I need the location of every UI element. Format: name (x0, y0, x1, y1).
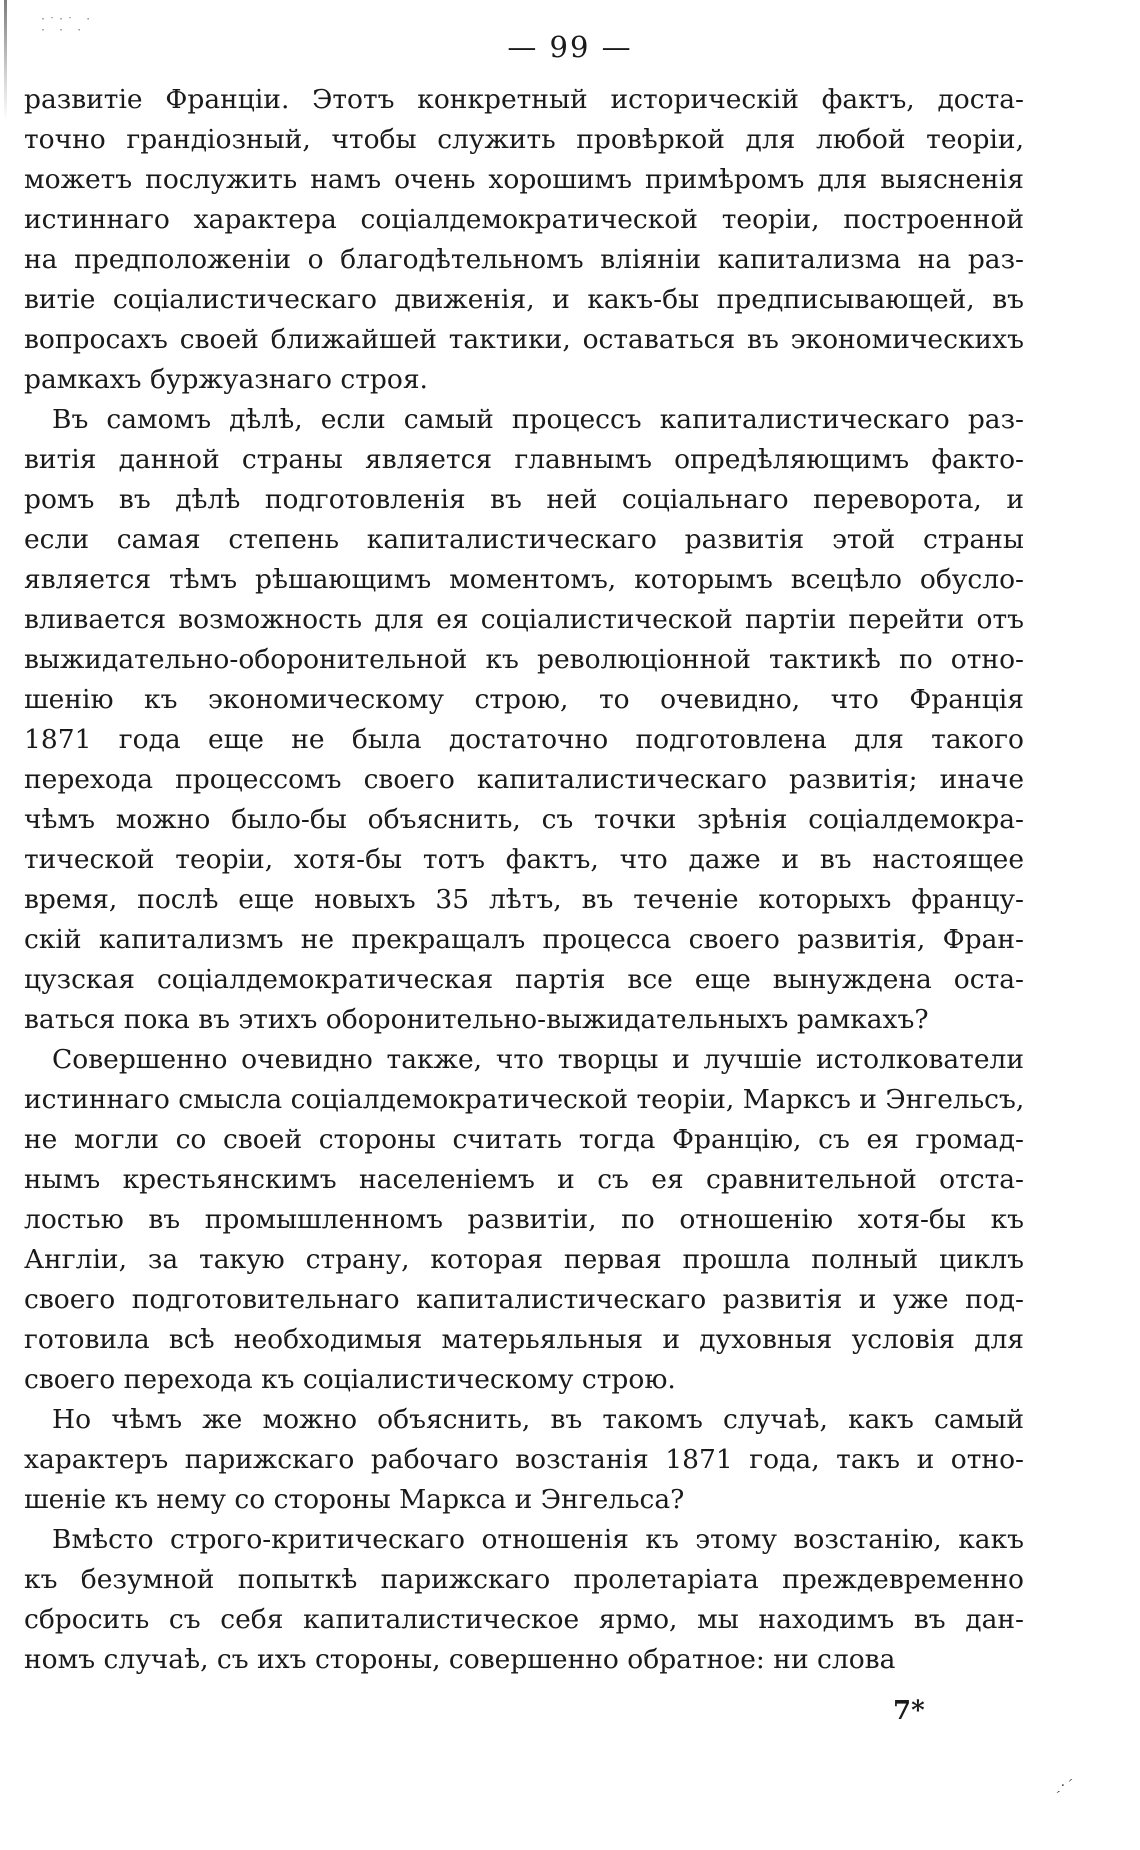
text-line: своего подготовительнаго капиталистическаго развитія и уже под- (24, 1284, 1024, 1315)
text-line: цузская соціалдемократическая партія все еще вынуждена оста- (24, 964, 1024, 995)
text-line: характеръ парижскаго рабочаго возстанія 1871 года, такъ и отно- (24, 1444, 1024, 1475)
text-line: шенію къ экономическому строю, то очевидно, что Франція (24, 684, 1024, 715)
scan-speck: ·ˑ·ˑ · · · · (40, 14, 95, 36)
text-line: витіе соціалистическаго движенія, и какъ-бы предписывающей, въ (24, 284, 1024, 315)
text-line: лостью въ промышленномъ развитіи, по отношенію хотя-бы къ (24, 1204, 1024, 1235)
paragraph (24, 400, 1024, 1040)
text-line: вопросахъ своей ближайшей тактики, оставаться въ экономическихъ (24, 324, 1024, 355)
text-line: развитіе Франціи. Этотъ конкретный историческій фактъ, доста- (24, 84, 1024, 115)
text-line: точно грандіозный, чтобы служить провѣркой для любой теоріи, (24, 124, 1024, 155)
text-line: Вмѣсто строго-критическаго отношенія къ этому возстанію, какъ (52, 1524, 1024, 1555)
text-line: Въ самомъ дѣлѣ, если самый процессъ капиталистическаго раз- (52, 404, 1024, 435)
paragraph (24, 1400, 1024, 1520)
text-line: вливается возможность для ея соціалистической партіи перейти отъ (24, 604, 1024, 635)
signature-mark: 7* (893, 1696, 925, 1726)
text-line: если самая степень капиталистическаго развитія этой страны (24, 524, 1024, 555)
paragraph (24, 80, 1024, 400)
text-line: готовила всѣ необходимыя матерьяльныя и духовныя условія для (24, 1324, 1024, 1355)
page-number: — 99 — (507, 30, 633, 64)
text-line: чѣмъ можно было-бы объяснить, съ точки зрѣнія соціалдемокра- (24, 804, 1024, 835)
text-line: Совершенно очевидно также, что творцы и лучшіе истолкователи (52, 1044, 1024, 1075)
text-line: рамкахъ буржуазнаго строя. (24, 364, 428, 395)
text-line: витія данной страны является главнымъ опредѣляющимъ факто- (24, 444, 1024, 475)
paragraph (24, 1040, 1024, 1400)
text-line: время, послѣ еще новыхъ 35 лѣтъ, въ теченіе которыхъ францу- (24, 884, 1024, 915)
text-line: на предположеніи о благодѣтельномъ вліяніи капитализма на раз- (24, 244, 1024, 275)
text-line: можетъ послужить намъ очень хорошимъ примѣромъ для выясненія (24, 164, 1024, 195)
text-line: перехода процессомъ своего капиталистическаго развитія; иначе (24, 764, 1024, 795)
text-line: 1871 года еще не была достаточно подготовлена для такого (24, 724, 1024, 755)
text-line: является тѣмъ рѣшающимъ моментомъ, которымъ всецѣло обусло- (24, 564, 1024, 595)
text-line: выжидательно-оборонительной къ революціонной тактикѣ по отно- (24, 644, 1024, 675)
text-line: истиннаго смысла соціалдемократической теоріи, Марксъ и Энгельсъ, (24, 1084, 1025, 1115)
text-line: истиннаго характера соціалдемократической теоріи, построенной (24, 204, 1024, 235)
text-line: къ безумной попыткѣ парижскаго пролетаріата преждевременно (24, 1564, 1024, 1595)
text-line: Англіи, за такую страну, которая первая прошла полный циклъ (24, 1244, 1024, 1275)
text-line: тической теоріи, хотя-бы тотъ фактъ, что даже и въ настоящее (24, 844, 1024, 875)
text-line: ваться пока въ этихъ оборонительно-выжидательныхъ рамкахъ? (24, 1004, 929, 1035)
text-line: ромъ въ дѣлѣ подготовленія въ ней соціальнаго переворота, и (24, 484, 1024, 515)
paragraph (24, 1520, 1024, 1680)
body-text (24, 80, 1024, 1680)
text-line: не могли со своей стороны считать тогда Францію, съ ея громад- (24, 1124, 1024, 1155)
text-line: Но чѣмъ же можно объяснить, въ такомъ случаѣ, какъ самый (52, 1404, 1024, 1435)
text-line: своего перехода къ соціалистическому строю. (24, 1364, 676, 1395)
text-line: шеніе къ нему со стороны Маркса и Энгельса? (24, 1484, 685, 1515)
text-line: сбросить съ себя капиталистическое ярмо, мы находимъ въ дан- (24, 1604, 1024, 1635)
text-line: нымъ крестьянскимъ населеніемъ и съ ея сравнительной отста- (24, 1164, 1024, 1195)
text-line: скій капитализмъ не прекращалъ процесса своего развитія, Фран- (24, 924, 1024, 955)
corner-pencil-mark: ˏ·´ (1056, 1778, 1073, 1794)
text-line: номъ случаѣ, съ ихъ стороны, совершенно обратное: ни слова (24, 1644, 896, 1675)
